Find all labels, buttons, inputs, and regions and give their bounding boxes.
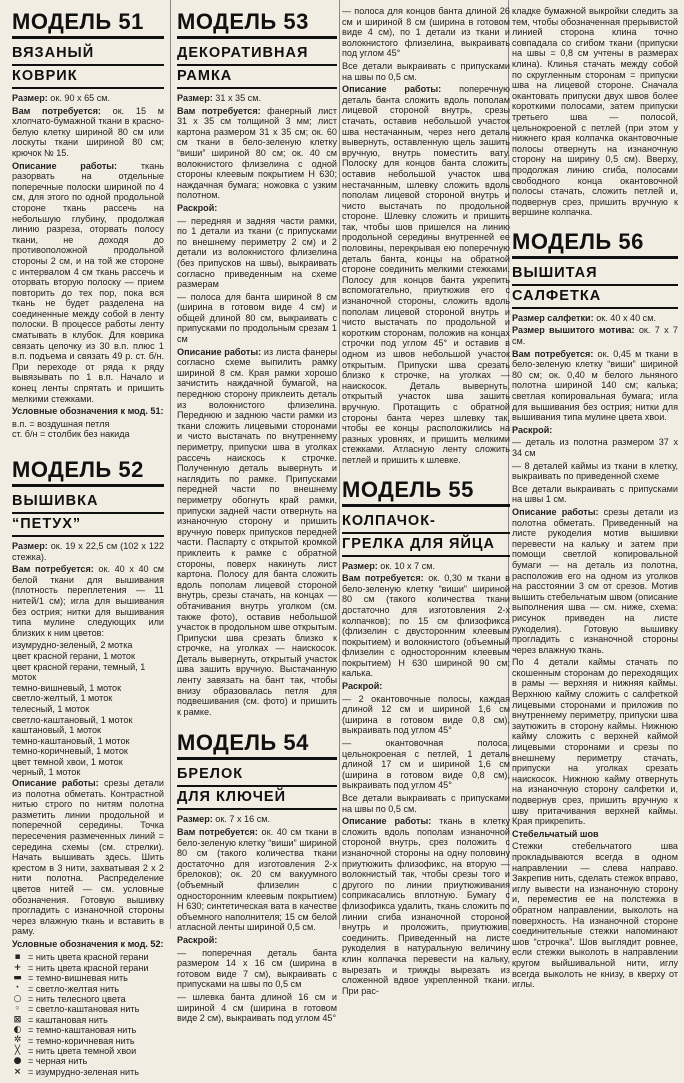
size-value: 31 х 35 см.	[212, 93, 261, 103]
legend-label: Условные обозначения к мод. 52:	[12, 938, 164, 949]
model-56-title	[512, 263, 678, 309]
model-56-section	[512, 226, 678, 990]
materials-text	[12, 106, 164, 159]
materials-value: ок. 15 м хлопчато-бумажной ткани в красно-белую клетку шириной 80 см или лоскуты ткани шириной 80 см; крючок № 15.	[12, 105, 164, 158]
legend-text: = нить телесного цвета	[28, 994, 126, 1005]
legend-row	[12, 1015, 164, 1025]
model-54-section	[177, 727, 337, 1023]
legend-label: Условные обозначения к мод. 51:	[12, 406, 164, 417]
thread-item: цвет темной хвои, 1 моток	[12, 756, 123, 767]
size-text	[342, 561, 510, 572]
instructions-text	[12, 161, 164, 405]
model-52-heading: МОДЕЛЬ 52	[12, 454, 164, 487]
instructions-label: Описание работы:	[12, 160, 118, 171]
size-value: ок. 19 х 22,5 см (102 х 122 стежка).	[12, 541, 164, 562]
motif-size-text	[512, 325, 678, 346]
legend-symbol-icon: ○	[13, 993, 22, 1004]
title-line: КОЛПАЧОК-	[342, 511, 510, 534]
title-line: САЛФЕТКА	[512, 286, 678, 309]
cutting-note: Все детали выкраивать с припусками на швы по 0,5 см.	[342, 793, 510, 814]
model-54-title	[177, 764, 337, 810]
model-53-heading: МОДЕЛЬ 53	[177, 6, 337, 39]
size-text	[512, 313, 678, 324]
legend-row	[12, 953, 164, 963]
cutting-label: Раскрой:	[177, 202, 218, 213]
instructions-value: срезы детали из полотна обметать. Приведенный на листе рукоделия мотив вышивки перевести на кальку и затем при помощи светлой копировальной бумаги — на деталь из полотна, расположив его на одном из уголков на расстоянии 3 см от срезов. Мотив вышить стебельчатым швом (описание выполнения шва — см. ниже, схема: рисунок приведен на листе рукоделия). Готовую вышивку прогладить с изнаночной стороны через влажную ткань.	[512, 506, 678, 655]
cutting-label: Раскрой:	[177, 934, 218, 945]
thread-item: цвет красной герани, 1 моток	[12, 650, 135, 661]
legend-symbol-icon: ·	[15, 983, 20, 994]
materials-label: Вам потребуется:	[177, 105, 261, 116]
legend-symbol-icon: ╳	[14, 1045, 21, 1056]
column-1	[12, 6, 164, 1083]
instructions-value: срезы детали из полотна обметать. Контрастной нитью строго по нитям полотна разметить линии продольной и поперечной середины. Точка пересечения размеченных линий = середина схемы (см. стрелки). Начать вышивать здесь. Шить крестом в 3 нити, захватывая 2 х 2 нити полотна. Распределение цветов нитей — см. условные обозначения. Готовую вышивку прогладить с изнаночной стороны через влажную ткань и вставить в раму.	[12, 778, 164, 937]
materials-value: ок. 0,30 м ткани в бело-зеленую клетку “виши” шириной 80 см (такого количества ткани достаточно для изготовления 2-х колпачков); по 15 см флизофикса (флизелин с двусторонним клеевым покрытием) и волокнистого (объемный флизелин с односторонним клеевым покрытием) Н 630 шириной 90 см; калька.	[342, 573, 511, 679]
legend-row	[12, 1056, 164, 1066]
thread-item: каштановый, 1 моток	[12, 725, 102, 736]
column-2	[177, 6, 337, 1030]
legend-row	[12, 963, 164, 973]
materials-value: фанерный лист 31 х 35 см толщиной 3 мм; лист картона размером 31 х 35 см; ок. 60 см ткани в бело-зеленую клетку “виши” шириной 80 см; ок. 40 см волокнистого флизелина с одной стороны клеевым покрытием Н 630; наждачная бумага; ножовка с узким полотном.	[177, 105, 337, 201]
model-54-continued	[342, 6, 510, 466]
instructions-value: ткань разорвать на отдельные поперечные полоски шириной по 4 см, для этого по одной продольной стороне ткань рассечь на небольшую глубину, продолжая линию разреза, оторвать полосу ткани, не доходя до противоположной продольной стороны 2 см, и на той же стороне с интервалом 4 см ткань рассечь и оторвать вторую полоску — прием повторить до тех пор, пока вся ткань не будет разделена на соединенные между собой в ленту полоски. В процессе работы ленту сматывать в клубок. Для коврика связать цепочку из 30 в.п. плюс 1 в.п. подъема и связать 49 р. ст. б/н. При переходе от ряда к ряду вывязывать по 1 в.п. Начало и конец ленты спрятать и пришить мелкими стежками.	[12, 160, 165, 404]
thread-item: изумрудно-зеленый, 2 мотка	[12, 640, 133, 651]
legend-item: в.п. = воздушная петля	[12, 418, 110, 429]
model-55-title	[342, 511, 510, 557]
model-53-title	[177, 43, 337, 89]
legend-row	[12, 1046, 164, 1056]
legend-text: = нить цвета красной герани	[28, 952, 149, 963]
legend-text: = нить цвета темной хвои	[28, 1045, 137, 1056]
size-text	[177, 93, 337, 104]
model-55-section	[342, 474, 510, 997]
title-line: ВЫШИВКА	[12, 491, 164, 514]
cutting-item: — окантовочная полоса, цельнокроеная с петлей, 1 деталь длиной 17 см и шириной 1,6 см (ширина в готовом виде 0,8 см), выкраивать под углом 45°	[342, 738, 510, 791]
title-line: ГРЕЛКА ДЛЯ ЯЙЦА	[342, 534, 510, 557]
legend-text: = темно-вишневая нить	[28, 973, 128, 984]
legend-text: = темно-каштановая нить	[28, 1025, 137, 1036]
stitch-legend	[12, 953, 164, 1078]
size-text	[12, 541, 164, 562]
size-label: Размер:	[12, 93, 48, 103]
cutting-note: Все детали выкраивать с припусками на швы по 0,5 см.	[342, 60, 510, 82]
thread-item: темно-коричневый, 1 моток	[12, 746, 128, 757]
materials-text	[177, 827, 337, 933]
title-line: ВЯЗАНЫЙ	[12, 43, 164, 66]
legend-symbol-icon: ▪	[14, 952, 21, 963]
model-51-heading: МОДЕЛЬ 51	[12, 6, 164, 39]
materials-value: ок. 40 х 40 см белой ткани для вышивания (плотность переплетения — 11 нитей/1 см); игла для вышивания без острия; нитки для вышивания типа мулине следующих или близких к ним цветов:	[12, 564, 164, 638]
legend-row	[12, 994, 164, 1004]
legend-symbol-icon: ✲	[13, 1035, 22, 1046]
legend-symbol-icon: ●	[13, 1056, 22, 1067]
thread-list	[12, 640, 164, 778]
materials-label: Вам потребуется:	[12, 564, 94, 575]
materials-text	[177, 106, 337, 201]
column-3	[342, 6, 510, 1002]
cutting-item: — 8 деталей каймы из ткани в клетку, выкраивать по приведенной схеме	[512, 460, 678, 482]
legend-text: = нить цвета красной герани	[28, 962, 149, 973]
size-value: ок. 10 х 7 см.	[377, 560, 436, 571]
model-54-heading: МОДЕЛЬ 54	[177, 727, 337, 760]
thread-item: светло-желтый, 1 моток	[12, 693, 113, 704]
title-line: ДЕКОРАТИВНАЯ	[177, 43, 337, 66]
legend-text: = темно-коричневая нить	[28, 1035, 135, 1046]
thread-item: цвет красной герани, темный, 1 моток	[12, 661, 146, 683]
model-51-title	[12, 43, 164, 89]
instructions-text	[177, 347, 337, 718]
legend-item: ст. б/н = столбик без накида	[12, 429, 130, 440]
legend-row	[12, 1025, 164, 1035]
title-line: ДЛЯ КЛЮЧЕЙ	[177, 787, 337, 810]
legend-row	[12, 973, 164, 983]
title-line: ВЫШИТАЯ	[512, 263, 678, 286]
model-55-continued-text: кладке бумажной выкройки следить за тем, чтобы обозначенная прерывистой линией сторона клина точно совпадала со сгибом ткани (припуски на швы = 0,8 см учтены в размерах клина). Клинья стачать между собой по скругленным сторонам = припуски шва на лицевой стороне. Сначала окантовать припуски двух швов более короткими полосами, затем припуски третьего шва — полосой, цельнокроеной с петлей (при этом у нижнего края колпачка окантовочные полосы отвернуть на изнаночную сторону на ширину 0,5 см). Вверху, продолжая линию сгиба, полосами свободного конца окантовочной полосы стачать, сложить петлей и, подвернув срез, пришить вручную к вершине колпачка.	[512, 6, 678, 218]
legend-symbol-icon: ◦	[14, 1004, 21, 1015]
thread-item: светло-каштановый, 1 моток	[12, 714, 133, 725]
instructions-label: Описание работы:	[342, 816, 432, 827]
legend-row	[12, 1067, 164, 1077]
column-divider	[170, 0, 171, 929]
size-label: Размер салфетки:	[512, 312, 594, 323]
column-4	[512, 6, 678, 996]
legend-text: = изумрудно-зеленая нить	[28, 1066, 140, 1077]
cutting-item: — 2 окантовочные полосы, каждая длиной 12 см и шириной 1,6 см (ширина в готовом виде 0,8 см), выкраивать под углом 45°	[342, 693, 510, 736]
instructions-label: Описание работы:	[177, 346, 262, 357]
size-label: Размер:	[177, 814, 213, 825]
cutting-note: Все детали выкраивать с припусками на швы 1 см.	[512, 483, 678, 505]
legend-text: = светло-желтая нить	[28, 983, 120, 994]
model-56-heading: МОДЕЛЬ 56	[512, 226, 678, 259]
stem-stitch-text: Стежки стебельчатого шва прокладываются всегда в одном направлении — слева направо. Закрепив нить, сделать стежок вправо, иглу вывести на изнаночную сторону и, переместив ее на полстежка в обратном направлении, выколоть на поверхность. На изнаночной стороне соединительные стежки напоминают шов “строчка”. Шов выглядит ровнее, если стежки выколоть в направлении кругом выйшивальной нити, иглу всегда выколоть не книзу, в кверху от иглы.	[512, 841, 678, 990]
cutting-item: — передняя и задняя части рамки, по 1 детали из ткани (с припусками по внешнему периметру 2 см) и 2 детали из волокнистого флизелина (без припусков на швы), выкраивать согласно приведенным на схеме размерам	[177, 215, 337, 290]
materials-label: Вам потребуется:	[12, 105, 101, 116]
instructions-text	[12, 778, 164, 937]
cutting-item: — деталь из полотна размером 37 х 34 см	[512, 437, 678, 458]
size-text	[177, 814, 337, 825]
cutting-item: — поперечная деталь банта размером 14 х 16 см (ширина в готовом виде 7 см), выкраивать с припусками на швы по 0,5 см	[177, 947, 337, 990]
title-line: РАМКА	[177, 66, 337, 89]
instructions-value: ткань в клетку сложить вдоль пополам изнаночной стороной внутрь, срез положить с изнаночной стороны на одну половину приутюжить флизофикс, на вторую — волокнистый так, чтобы срезы того и другого по линии приутюживания соприкасались вплотную. Бумагу с флизофикса удалить, ткань сложить по линии сгиба изнаночной стороной внутрь и проложить, приутюжив, соединить. Приведенный на листе рукоделия в натуральную величину клин колпачка перевести на кальку, вырезать и трижды вырезать из сложенной вдвое укрепленной ткани. При рас-	[342, 816, 510, 996]
materials-label: Вам потребуется:	[342, 573, 424, 584]
model-52-title	[12, 491, 164, 537]
materials-label: Вам потребуется:	[512, 348, 594, 359]
motif-size-value: ок. 7 х 7 см.	[512, 325, 678, 347]
cutting-item: — полоса для концов банта длиной 26 см и шириной 8 см (ширина в готовом виде 4 см), по 1 детали из ткани и волокнистого флизелина, выкраивать под углом 45°	[342, 6, 510, 59]
materials-value: ок. 0,45 м ткани в бело-зеленую клетку “виши” шириной 80 см; ок. 0,40 м белого льняного полотна шириной 140 см; калька; светлая копировальная бумага; игла для вышивания без острия; нитки для вышивания типа мулине цвета хвои.	[512, 348, 678, 423]
legend-text: = каштановая нить	[28, 1014, 108, 1025]
materials-text	[512, 349, 678, 423]
title-line: БРЕЛОК	[177, 764, 337, 787]
cutting-label: Раскрой:	[342, 681, 383, 692]
model-55-heading: МОДЕЛЬ 55	[342, 474, 510, 507]
legend-symbol-icon: +	[13, 962, 22, 973]
size-label: Размер:	[177, 93, 213, 103]
size-value: ок. 7 х 16 см.	[212, 814, 271, 825]
model-52-section	[12, 454, 164, 1077]
size-label: Размер:	[342, 560, 378, 571]
stem-stitch-label: Стебельчатый шов	[512, 828, 599, 839]
size-label: Размер:	[12, 541, 48, 551]
instructions-label: Описание работы:	[512, 506, 599, 517]
legend-symbol-icon: ⊠	[13, 1014, 22, 1025]
title-line: “ПЕТУХ”	[12, 514, 164, 537]
legend-symbol-icon: ×	[13, 1066, 22, 1077]
materials-text	[12, 564, 164, 638]
legend-row	[12, 1005, 164, 1015]
thread-item: темно-каштановый, 1 моток	[12, 735, 130, 746]
thread-item: телесный, 1 моток	[12, 703, 90, 714]
legend-text: = светло-каштановая нить	[28, 1004, 140, 1015]
cutting-label: Раскрой:	[512, 424, 553, 435]
size-value: ок. 90 х 65 см.	[47, 93, 111, 103]
instructions-label: Описание работы:	[12, 778, 99, 789]
instructions-value: из листа фанеры согласно схеме выпилить рамку шириной 8 см. Края рамки хорошо зачистить наждачной бумагой, на переднюю сторону приклеить деталь из волокнистого флизелина. Переднюю и заднюю части рамки из ткани сложить лицевыми сторонами и чисто выстачать по внутреннему периметру, припуски шва в уголках рассечь наискось к строчке. Полученную деталь вывернуть и наглядить по рамке. Припусками передней части по внешнему периметру обогнуть край рамки, припуски задней части отвернуть на изнаночную сторону и пришить вручную поверх припусков передней части. Паспарту с открытой кромкой приклеить к рамке с обратной стороны, поверх накинуть лист картона. Полосу для банта сложить вдоль пополам лицевой стороной внутрь, срезы стачать, на концах — обтачивания внутрь уголком (см. также фото), оставив небольшой участок в продольном шве открытым. Припуски шва срезать близко к строчке, на уголках — наискосок. Деталь вывернуть, открытый участок шва зашить вручную. Выстачанную ленту завязать на бант так, чтобы внизу образовалась петля для подвешивания (см. фото) и пришить к рамке.	[177, 346, 337, 717]
model-51-section	[12, 6, 164, 440]
materials-label: Вам потребуется:	[177, 827, 258, 838]
materials-value: ок. 40 см ткани в бело-зеленую клетку “виши” шириной 80 см (такого количества ткани достаточно для изготовления 2-х брелоков); ок. 20 см вакуумного (объемный флизелин с односторонним клеевым покрытием) Н 630; синтетическая вата в качестве объемного наполнителя; 15 см белой атласной ленты шириной 0,5 см.	[177, 827, 337, 933]
motif-size-label: Размер вышитого мотива:	[512, 325, 635, 336]
materials-text	[342, 573, 510, 679]
title-line: КОВРИК	[12, 66, 164, 89]
instructions-label: Описание работы:	[342, 84, 442, 95]
cutting-item: — шлевка банта длиной 16 см и шириной 4 см (ширина в готовом виде 2 см), выкраивать под углом 45°	[177, 991, 337, 1024]
size-value: ок. 40 х 40 см.	[593, 312, 656, 323]
legend-row	[12, 1036, 164, 1046]
cutting-item: — полоса для банта шириной 8 см (ширина в готовом виде 4 см) и общей длиной 80 см, выкраивать с припусками по продольным срезам 1 см	[177, 291, 337, 345]
instructions-continued: По 4 детали каймы стачать по скошенным сторонам до переходящих в рамы — верхняя и нижняя каймы. Верхнюю кайму сложить с салфеткой лицевыми сторонами и приложив по внутреннему периметру, припуски шва заутюжить в сторону каймы. Нижнюю кайму сложить с верхней каймой лицевыми сторонами и срезы по внешнему периметру стачать, припуски на уголках срезать наискосок. Нижнюю кайму отвернуть на изнаночную сторону салфетки и, подвернув срез, пришить вручную к шву притачивания верхней каймы. Края прикрепить.	[512, 657, 678, 827]
legend-row	[12, 984, 164, 994]
instructions-text	[342, 84, 510, 465]
thread-item: черный, 1 моток	[12, 767, 81, 778]
legend-symbol-icon: ▬	[13, 973, 22, 984]
column-divider	[339, 0, 340, 929]
legend-text: = черная нить	[28, 1056, 88, 1067]
instructions-value: поперечную деталь банта сложить вдоль пополам лицевой стороной внутрь, срезы стачать, оставив небольшой участок шва нестачанным, через него деталь вывернуть, оставленную щель зашить вручную, внутрь поместить вату. Полоску для концов банта сложить, оставив небольшой участок шва нестачанным, шлевку сложить вдоль пополам лицевой стороной внутрь и чисто выстачать по продольной стороне. Шлевку сложить и пришить так, чтобы шов пришелся на линию продольной середины внутренней ее половины, перекрывая ею поперечную деталь банта, концы на обратной стороне соединить мелкими стежками. Полосу для концов банта укрепить вспомогательно, приутюжив его с изнаночной стороны, сложить вдоль пополам лицевой стороной внутрь и чисто выстачать по продольной и коротким сторонам, положив на концах строчки под углом 45° и оставив в одном из швов небольшой участок открытым. Припуски шва срезать близко к строчке, на уголках — наискосок. Деталь вывернуть, открытый участок шва зашить вручную. Протащить с обратной стороны банта через шлевку так, чтобы ее концы расположились на разных уровнях, и пришить мелкими стежками. Атласную ленту сложить петлей и пришить к шлевке.	[342, 84, 511, 465]
instructions-text	[512, 507, 678, 655]
size-text	[12, 93, 164, 104]
model-53-section	[177, 6, 337, 717]
legend-symbol-icon: ◐	[13, 1024, 22, 1035]
instructions-text	[342, 816, 510, 996]
thread-item: темно-вишневый, 1 моток	[12, 682, 122, 693]
